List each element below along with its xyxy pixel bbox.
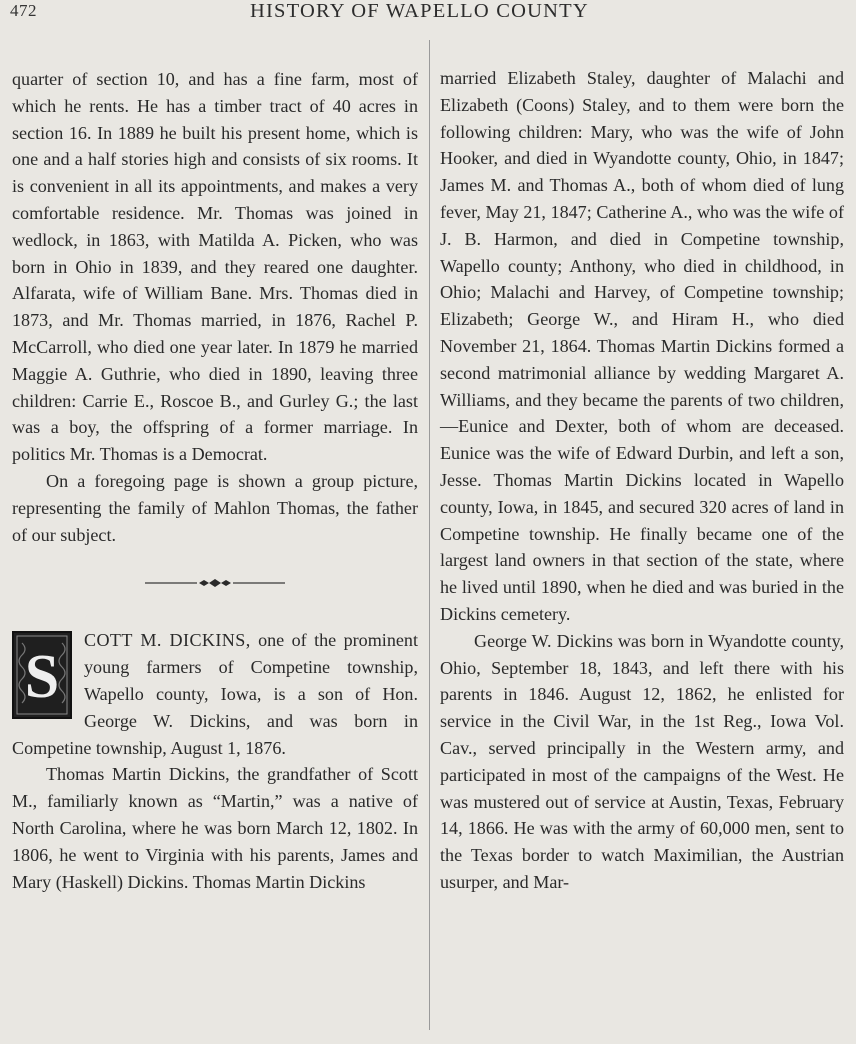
- page-header: [0, 0, 856, 30]
- running-head: HISTORY OF WAPELLO COUNTY: [250, 0, 589, 22]
- bio-intro-text: one of the prominent young farmers of Competine township, Wapello county, Iowa, is a son of Hon. George W. Dickins, and was born in Competine township, August 1, 1876.: [12, 630, 418, 758]
- paragraph: married Elizabeth Staley, daughter of Malachi and Elizabeth (Coons) Staley, and to them were born the following children: Mary, who was the wife of John Hooker, and died in Wyandotte county, Ohio, in 1847; James M. and Thomas A., both of whom died of lung fever, May 21, 1847; Catherine A., who was the wife of J. B. Harmon, and died in Competine township, Wapello county; Anthony, who died in childhood, in Ohio; Malachi and Harvey, of Competine township; Elizabeth; George W., and Hiram H., who died November 21, 1864. Thomas Martin Dickins formed a second matrimonial alliance by wedding Margaret A. Williams, and they became the parents of two children,—Eunice and Dexter, both of whom are deceased. Eunice was the wife of Edward Durbin, and left a son, Jesse. Thomas Martin Dickins located in Wapello county, Iowa, in 1845, and secured 320 acres of land in Competine township. He finally became one of the largest land owners in that section of the state, where he lived until 1890, when he died and was buried in the Dickins cemetery.: [440, 68, 844, 624]
- dropcap-icon: [12, 631, 72, 719]
- page-number: 472: [10, 1, 37, 20]
- column-divider: [429, 40, 430, 1030]
- svg-text:S: S: [24, 643, 60, 712]
- paragraph: Thomas Martin Dickins, the grandfather of Scott M., familiarly known as “Martin,” was a native of North Carolina, where he was born March 12, 1802. In 1806, he went to Virginia with his parents, James and Mary (Haskell) Dickins. Thomas Martin Dickins: [12, 764, 418, 892]
- biography-intro: [12, 627, 418, 761]
- left-column: [12, 66, 418, 895]
- right-column: [440, 65, 844, 896]
- fleuron-divider-icon: [12, 562, 418, 604]
- paragraph: George W. Dickins was born in Wyandotte county, Ohio, September 18, 1843, and left there with his parents in 1846. August 12, 1862, he enlisted for service in the Civil War, in the 1st Reg., Iowa Vol. Cav., served principally in the Western army, and participated in most of the campaigns of the West. He was mustered out of service at Austin, Texas, February 14, 1866. He was with the army of 60,000 men, sent to the Texas border to watch Maximilian, the Austrian usurper, and Mar-: [440, 630, 844, 892]
- bio-name: COTT M. DICKINS,: [84, 630, 251, 651]
- paragraph: quarter of section 10, and has a fine farm, most of which he rents. He has a timber tract of 40 acres in section 16. In 1889 he built his present home, which is one and a half stories high and consists of six rooms. It is convenient in all its appointments, and makes a very comfortable residence. Mr. Thomas was joined in wedlock, in 1863, with Matilda A. Picken, who was born in Ohio in 1839, and they reared one daughter. Alfarata, wife of William Bane. Mrs. Thomas died in 1873, and Mr. Thomas married, in 1876, Rachel P. McCarroll, who died one year later. In 1879 he married Maggie A. Guthrie, who died in 1890, leaving three children: Carrie E., Roscoe B., and Gurley G.; the last was a boy, the offspring of a former marriage. In politics Mr. Thomas is a Democrat.: [12, 69, 418, 465]
- paragraph: On a foregoing page is shown a group picture, representing the family of Mahlon Thomas, the father of our subject.: [12, 470, 418, 545]
